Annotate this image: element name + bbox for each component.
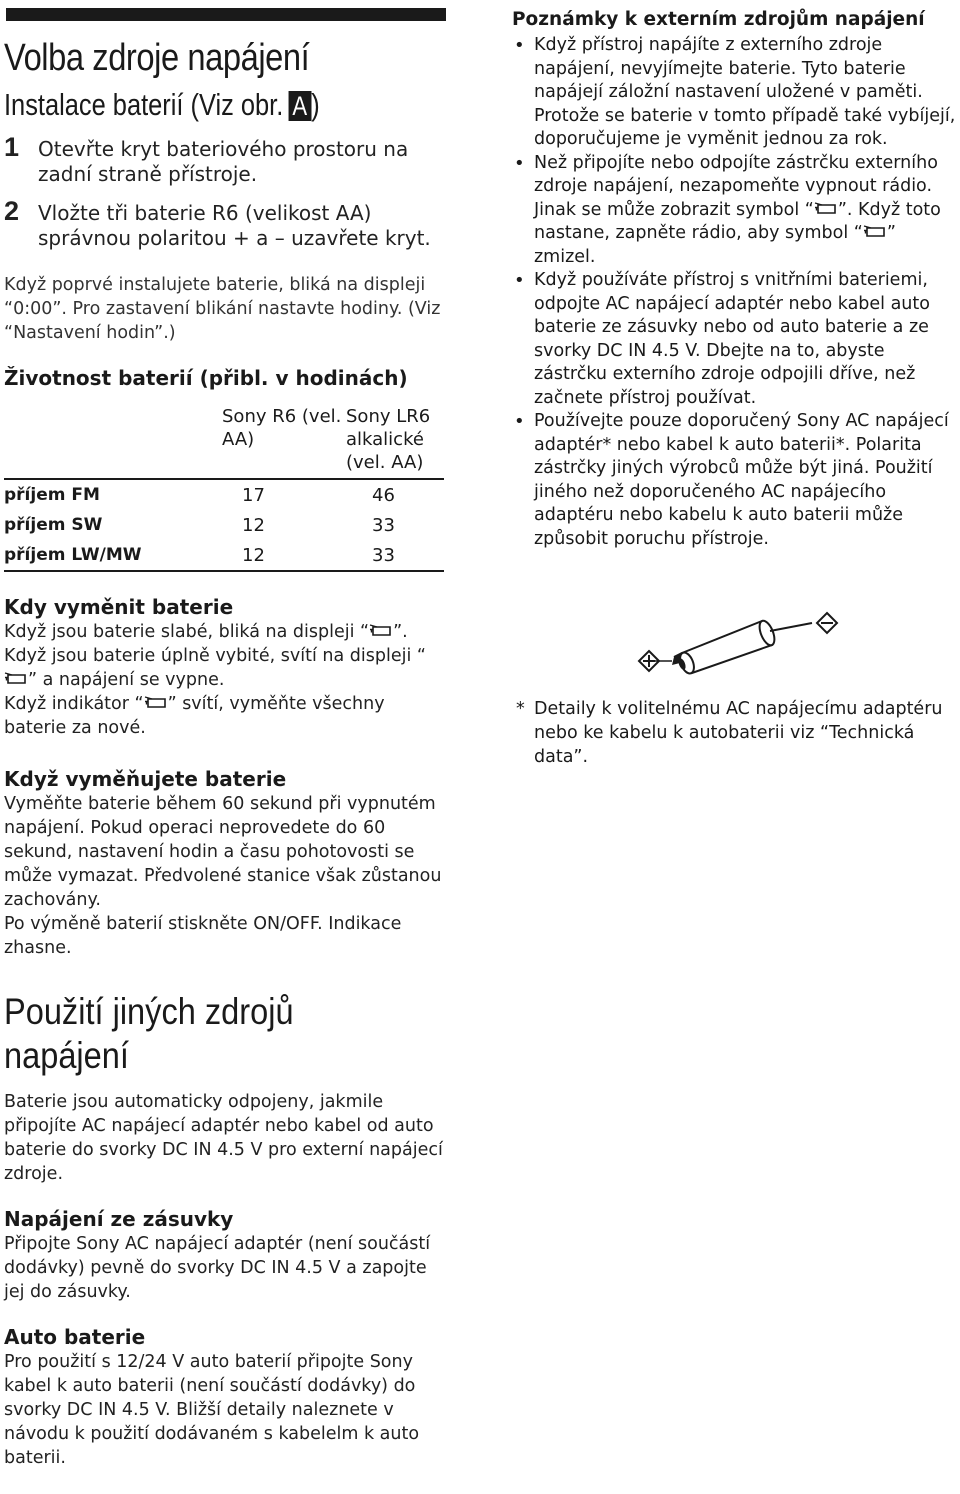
note-2c: ” zmizel. (534, 223, 896, 267)
replace-line-2a: Když jsou baterie úplně vybité, svítí na displeji “ (4, 646, 426, 666)
list-item: • Když používáte přístroj s vnitřními bateriemi, odpojte AC napájecí adaptér nebo kabel auto baterie ze zásuvky nebo od auto baterie a ze svorky DC IN 4.5 V. Dbejte na to, abyste zástrčku externího zdroje odpojili dříve, než začnete přístroj používat. (512, 269, 958, 410)
install-heading-close: ) (311, 87, 320, 122)
table-row (4, 510, 444, 540)
notes-list (512, 34, 958, 551)
table-row (4, 479, 444, 510)
list-item (512, 152, 958, 270)
replace-line-1a: Když jsou baterie slabé, bliká na displeji “ (4, 622, 370, 642)
step-text: Otevřte kryt bateriového prostoru na zadní straně přístroje. (38, 137, 409, 186)
left-column (4, 8, 446, 1470)
other-sources-text: Baterie jsou automaticky odpojeny, jakmile připojíte AC napájecí adaptér nebo kabel od auto baterie do svorky DC IN 4.5 V pro externí napájecí zdroje. (4, 1092, 443, 1184)
first-install-note: Když poprvé instalujete baterie, bliká na displeji “0:00”. Pro zastavení blikání nastavte hodiny. (Viz “Nastavení hodin”.) (4, 275, 441, 343)
replace-when-heading: Kdy vyměnit baterie (4, 595, 234, 619)
replacing-heading: Když vyměňujete baterie (4, 767, 287, 791)
replace-line-1b: ”. (393, 622, 408, 642)
column-header-r6: Sony R6 (vel. AA) (222, 406, 342, 450)
cell-r6: 17 (222, 479, 346, 510)
install-heading-text: Instalace baterií (Viz obr. (4, 87, 284, 122)
replacing-text-1: Vyměňte baterie během 60 sekund při vypnutém napájení. Pokud operaci neprovedete do 60 sekund, nastavení hodin a času pohotovosti se může vymazat. Předvolené stanice však zůstanou zachovány. (4, 794, 442, 910)
plug-polarity-icon (612, 601, 852, 681)
replace-line-3b: ” svítí, vyměňte všechny baterie za nové. (4, 694, 385, 738)
footnote-text: Detaily k volitelnému AC napájecímu adaptéru nebo ke kabelu k autobaterii viz “Technická data”. (534, 699, 943, 767)
minus-terminal-icon (817, 613, 837, 633)
car-battery-heading: Auto baterie (4, 1325, 146, 1349)
table-header-row (4, 405, 444, 479)
footnote (512, 697, 958, 769)
step-2 (4, 196, 446, 251)
row-label: příjem SW (4, 514, 103, 535)
list-item: • Když přístroj napájíte z externího zdroje napájení, nevyjímejte baterie. Tyto baterie napájejí záložní nastavení uložené v paměti. Protože se baterie v tomto případě také vybíjejí, doporučujeme je vyměnit jednou za rok. (512, 34, 958, 152)
notes-heading: Poznámky k externím zdrojům napájení (512, 9, 925, 30)
column-header-lr6: Sony LR6 alkalické (vel. AA) (346, 406, 431, 473)
replace-when-text (4, 620, 446, 740)
cell-r6: 12 (242, 514, 265, 536)
install-heading (4, 87, 366, 123)
row-label: příjem FM (4, 479, 222, 510)
other-sources-heading: Použití jiných zdrojů napájení (4, 991, 294, 1076)
header-bar (6, 8, 446, 21)
battery-life-heading: Životnost baterií (přibl. v hodinách) (4, 366, 408, 390)
battery-empty-icon (369, 624, 393, 638)
battery-empty-icon (144, 696, 168, 710)
list-item: • Používejte pouze doporučený Sony AC napájecí adaptér* nebo kabel k auto baterii*. Polarita zástrčky jiných výrobců může být jiná. Použití jiného než doporučeného AC napájecího adaptéru nebo kabelu k auto baterii může způsobit poruchu přístroje. (512, 410, 958, 551)
cell-lr6: 33 (372, 514, 395, 536)
page-title: Volba zdroje napájení (4, 37, 310, 79)
cell-r6: 12 (222, 540, 346, 571)
replace-line-3a: Když indikátor “ (4, 694, 144, 714)
step-number: 2 (4, 196, 20, 226)
table-row (4, 540, 444, 571)
step-number: 1 (4, 132, 20, 162)
footnote-mark: * (516, 699, 525, 719)
battery-empty-icon (4, 672, 28, 686)
mains-text: Připojte Sony AC napájecí adaptér (není součástí dodávky) pevně do svorky DC IN 4.5 V a zapojte jej do zásuvky. (4, 1234, 431, 1302)
figure-letter-badge: A (288, 91, 311, 121)
mains-heading: Napájení ze zásuvky (4, 1207, 234, 1231)
step-1 (4, 132, 446, 187)
note-2a: Než připojíte nebo odpojíte zástrčku externího zdroje napájení, nezapomeňte vypnout rádio. Jinak se může zobrazit symbol “ (534, 152, 938, 220)
battery-life-table (4, 405, 444, 572)
row-label: příjem LW/MW (4, 540, 222, 571)
step-text: Vložte tři baterie R6 (velikost AA) správnou polaritou + a – uzavřete kryt. (38, 201, 431, 250)
cell-lr6: 46 (346, 479, 444, 510)
battery-empty-icon (863, 225, 887, 239)
note-2b: ”. Když toto nastane, zapněte rádio, aby symbol “ (534, 199, 941, 243)
replace-line-2b: ” a napájení se vypne. (28, 670, 225, 690)
right-column (512, 8, 958, 769)
car-battery-text: Pro použití s 12/24 V auto baterií připojte Sony kabel k auto baterii (není součástí dodávky) do svorky DC IN 4.5 V. Bližší detaily naleznete v návodu k použití dodávaném s kabelelm k auto baterii. (4, 1352, 420, 1468)
battery-empty-icon (814, 202, 838, 216)
cell-lr6: 33 (346, 540, 444, 571)
replacing-text-2: Po výměně baterií stiskněte ON/OFF. Indikace zhasne. (4, 914, 402, 958)
